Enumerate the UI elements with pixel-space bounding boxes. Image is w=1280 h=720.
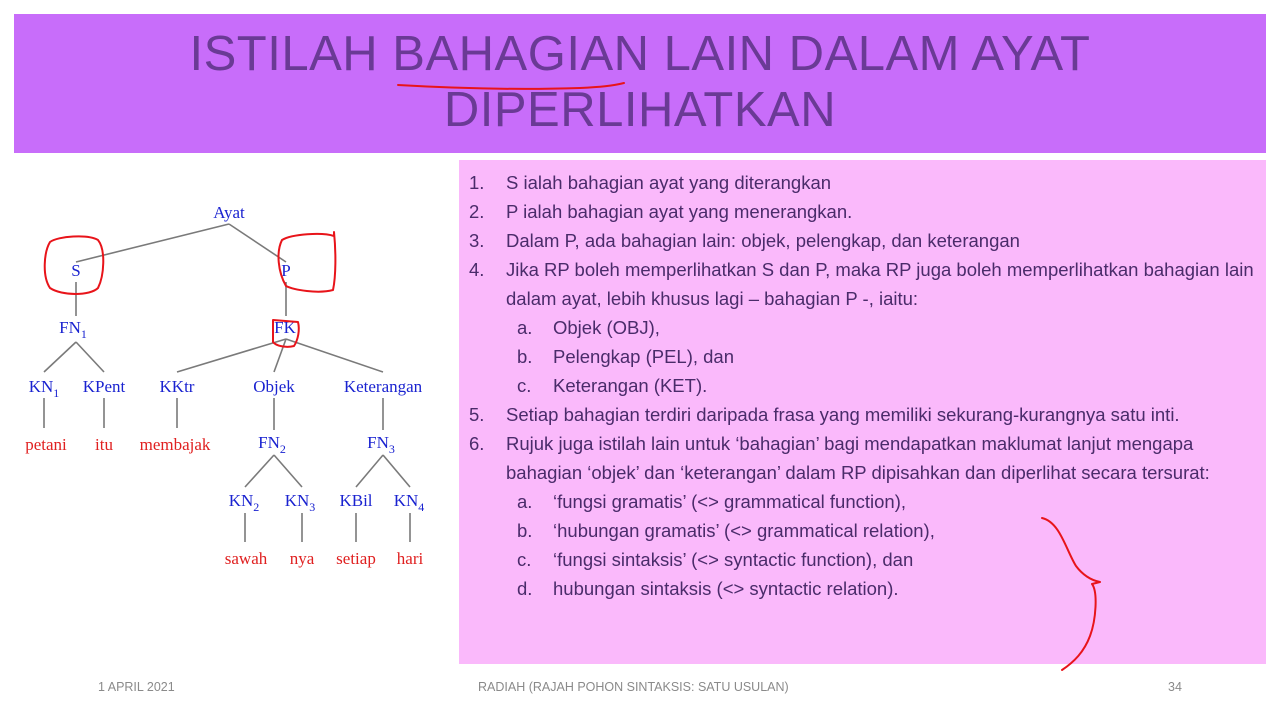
- node-objek: Objek: [253, 377, 295, 396]
- node-kbil: KBil: [339, 491, 373, 510]
- node-fn1: $FN_1$: [59, 318, 87, 341]
- leaf-itu: itu: [95, 435, 113, 454]
- sub-list-item: a. Objek (OBJ),: [517, 317, 660, 338]
- sub-list-item: a. ‘fungsi gramatis’ (<> grammatical function),: [517, 491, 907, 512]
- node-fn3: $FN_3$: [367, 433, 395, 456]
- node-fk: FK: [274, 318, 296, 337]
- node-keterangan: Keterangan: [343, 377, 423, 396]
- list-item: 3. Dalam P, ada bahagian lain: objek, pelengkap, dan keterangan: [469, 230, 1020, 251]
- node-kktr: KKtr: [159, 377, 195, 396]
- node-fn2: $FN_2$: [258, 433, 286, 456]
- node-kpent: KPent: [82, 377, 126, 396]
- node-s: S: [71, 261, 81, 280]
- node-kn2: $KN_2$: [228, 491, 260, 514]
- sub-list-item: b. ‘hubungan gramatis’ (<> grammatical relation),: [517, 520, 935, 541]
- list-item: 2. P ialah bahagian ayat yang menerangkan.: [469, 201, 853, 222]
- slide-title-line1: ISTILAH BAHAGIAN LAIN DALAM AYAT: [189, 27, 1091, 81]
- leaf-nya: nya: [289, 549, 315, 568]
- node-kn3: $KN_3$: [284, 491, 316, 514]
- sub-list-item: d. hubungan sintaksis (<> syntactic relation).: [517, 578, 899, 599]
- sub-list-item: c. ‘fungsi sintaksis’ (<> syntactic function), dan: [517, 549, 914, 570]
- leaf-setiap: setiap: [336, 549, 376, 568]
- node-p: P: [281, 261, 291, 280]
- slide-title-line2: DIPERLIHATKAN: [443, 83, 837, 137]
- notes-panel: [459, 160, 1266, 664]
- node-kn4: $KN_4$: [393, 491, 425, 514]
- leaf-sawah: sawah: [224, 549, 268, 568]
- leaf-petani: petani: [25, 435, 67, 454]
- footer-caption: RADIAH (RAJAH POHON SINTAKSIS: SATU USULAN): [478, 680, 789, 694]
- list-item: 6. Rujuk juga istilah lain untuk ‘bahagian’ bagi mendapatkan maklumat lanjut mengapa bahagian ‘objek’ dan ‘keterangan’ dalam RP dipisahkan dan diperlihat secara tersurat:: [469, 433, 1210, 483]
- footer-date: 1 APRIL 2021: [98, 680, 175, 694]
- list-item: 4. Jika RP boleh memperlihatkan S dan P, maka RP juga boleh memperlihatkan bahagian lain dalam ayat, lebih khusus lagi – bahagian P -, iaitu:: [469, 259, 1254, 309]
- notes-list: [459, 168, 1259, 603]
- page-number: 34: [1168, 680, 1182, 694]
- node-kn1: $KN_1$: [28, 377, 60, 400]
- leaf-hari: hari: [396, 549, 424, 568]
- list-item: 5. Setiap bahagian terdiri daripada frasa yang memiliki sekurang-kurangnya satu inti.: [469, 404, 1180, 425]
- node-ayat: Ayat: [213, 203, 245, 222]
- list-item: 1. S ialah bahagian ayat yang diterangkan: [469, 172, 832, 193]
- leaf-membajak: membajak: [139, 435, 211, 454]
- sub-list-item: c. Keterangan (KET).: [517, 375, 708, 396]
- sub-list-item: b. Pelengkap (PEL), dan: [517, 346, 735, 367]
